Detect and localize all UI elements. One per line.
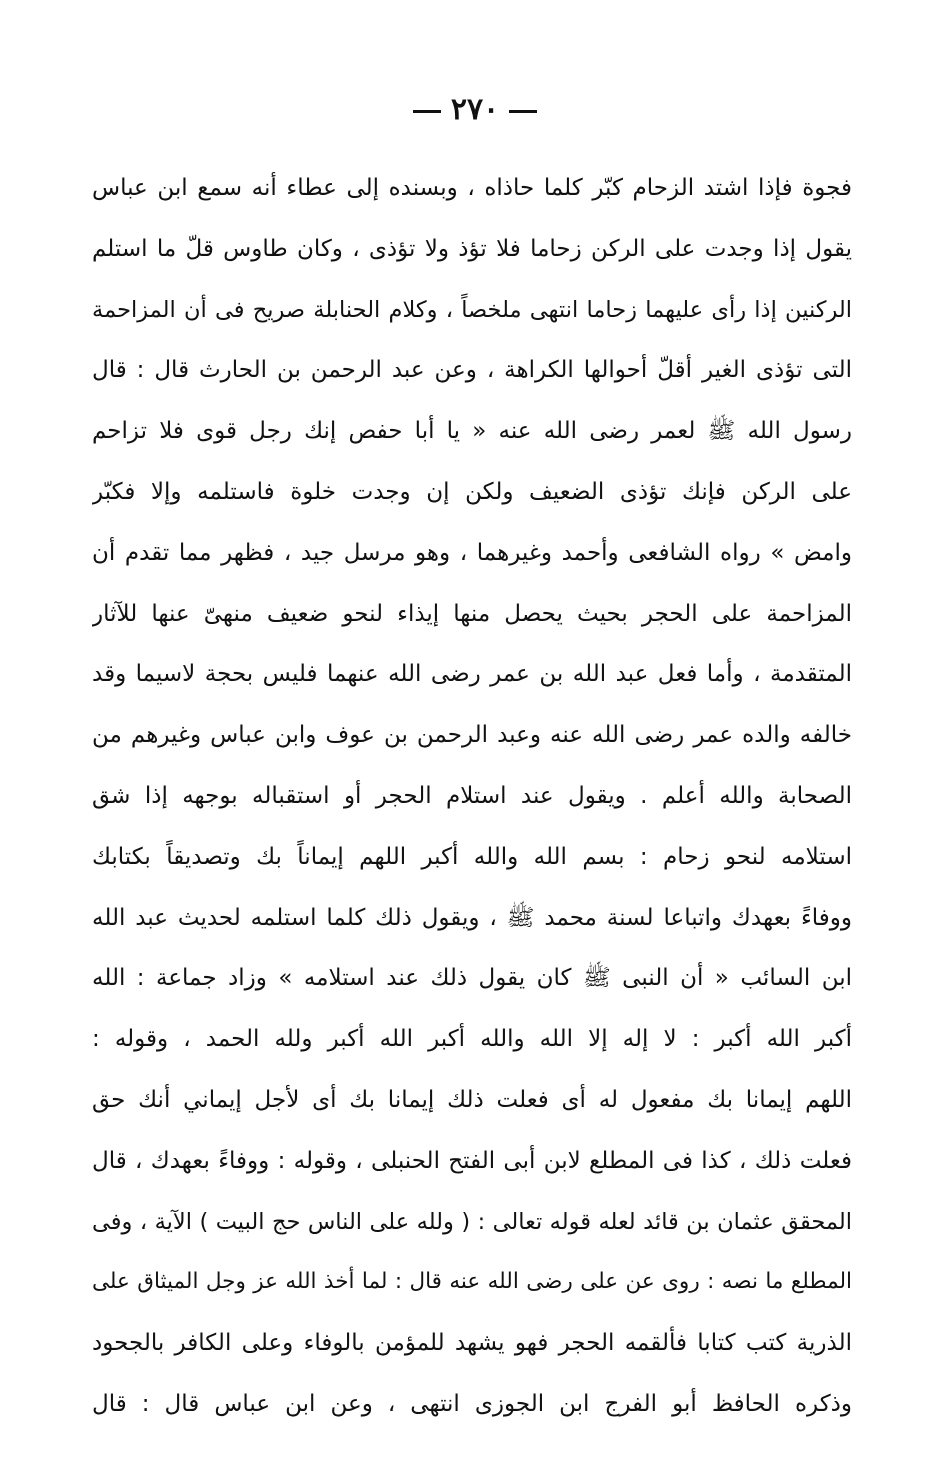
text-line: وذكره الحافظ أبو الفرج ابن الجوزى انتهى ، وعن ابن عباس قال : قال: [92, 1390, 852, 1417]
left-dash: [413, 110, 441, 113]
text-line: الركنين إذا رأى عليهما زحاما انتهى ملخصاً ، وكلام الحنابلة صريح فى أن المزاحمة: [92, 296, 852, 323]
text-line: رسول الله ﷺ لعمر رضى الله عنه « يا أبا حفص إنك رجل قوى فلا تزاحم: [92, 418, 852, 445]
text-line: وامض » رواه الشافعى وأحمد وغيرهما ، وهو مرسل جيد ، فظهر مما تقدم أن: [92, 539, 852, 566]
text-line: على الركن فإنك تؤذى الضعيف ولكن إن وجدت خلوة فاستلمه وإلا فكبّر: [92, 478, 852, 505]
text-line: خالفه والده عمر رضى الله عنه وعبد الرحمن بن عوف وابن عباس وغيرهم من: [92, 722, 852, 749]
text-line: أكبر الله أكبر : لا إله إلا الله والله أكبر الله أكبر ولله الحمد ، وقوله :: [92, 1026, 852, 1053]
text-line: المتقدمة ، وأما فعل عبد الله بن عمر رضى الله عنهما فليس بحجة لاسيما وقد: [92, 661, 852, 688]
text-line: الذرية كتب كتابا فألقمه الحجر فهو يشهد للمؤمن بالوفاء وعلى الكافر بالجحود: [92, 1330, 852, 1357]
text-line: ووفاءً بعهدك واتباعا لسنة محمد ﷺ ، ويقول ذلك كلما استلمه لحديث عبد الله: [92, 904, 852, 931]
text-line: يقول إذا وجدت على الركن زحاما فلا تؤذ ولا تؤذى ، وكان طاوس قلّ ما استلم: [92, 235, 852, 262]
text-line: الصحابة والله أعلم . ويقول عند استلام الحجر أو استقباله بوجهه إذا شق: [92, 782, 852, 809]
text-line: التى تؤذى الغير أقلّ أحوالها الكراهة ، وعن عبد الرحمن بن الحارث قال : قال: [92, 357, 852, 384]
text-line: المزاحمة على الحجر بحيث يحصل منها إيذاء لنحو ضعيف منهىّ عنها للآثار: [92, 600, 852, 627]
text-line: فعلت ذلك ، كذا فى المطلع لابن أبى الفتح الحنبلى ، وقوله : ووفاءً بعهدك ، قال: [92, 1147, 852, 1174]
text-line: استلامه لنحو زحام : بسم الله والله أكبر اللهم إيماناً بك وتصديقاً بكتابك: [92, 843, 852, 870]
text-line: ابن السائب « أن النبى ﷺ كان يقول ذلك عند استلامه » وزاد جماعة : الله: [92, 965, 852, 992]
text-line: المطلع ما نصه : روى عن على رضى الله عنه قال : لما أخذ الله عز وجل الميثاق على: [92, 1269, 852, 1295]
body-text: [92, 158, 852, 1435]
right-dash: [509, 110, 537, 113]
page-number-header: [0, 92, 950, 127]
text-line: فجوة فإذا اشتد الزحام كبّر كلما حاذاه ، وبسنده إلى عطاء أنه سمع ابن عباس: [92, 175, 852, 201]
page-number: ٢٧٠: [450, 92, 500, 127]
text-line: المحقق عثمان بن قائد لعله قوله تعالى : ( ولله على الناس حج البيت ) الآية ، وفى: [92, 1208, 852, 1235]
text-line: اللهم إيمانا بك مفعول له أى فعلت ذلك إيمانا بك أى لأجل إيماني أنك حق: [92, 1086, 852, 1113]
